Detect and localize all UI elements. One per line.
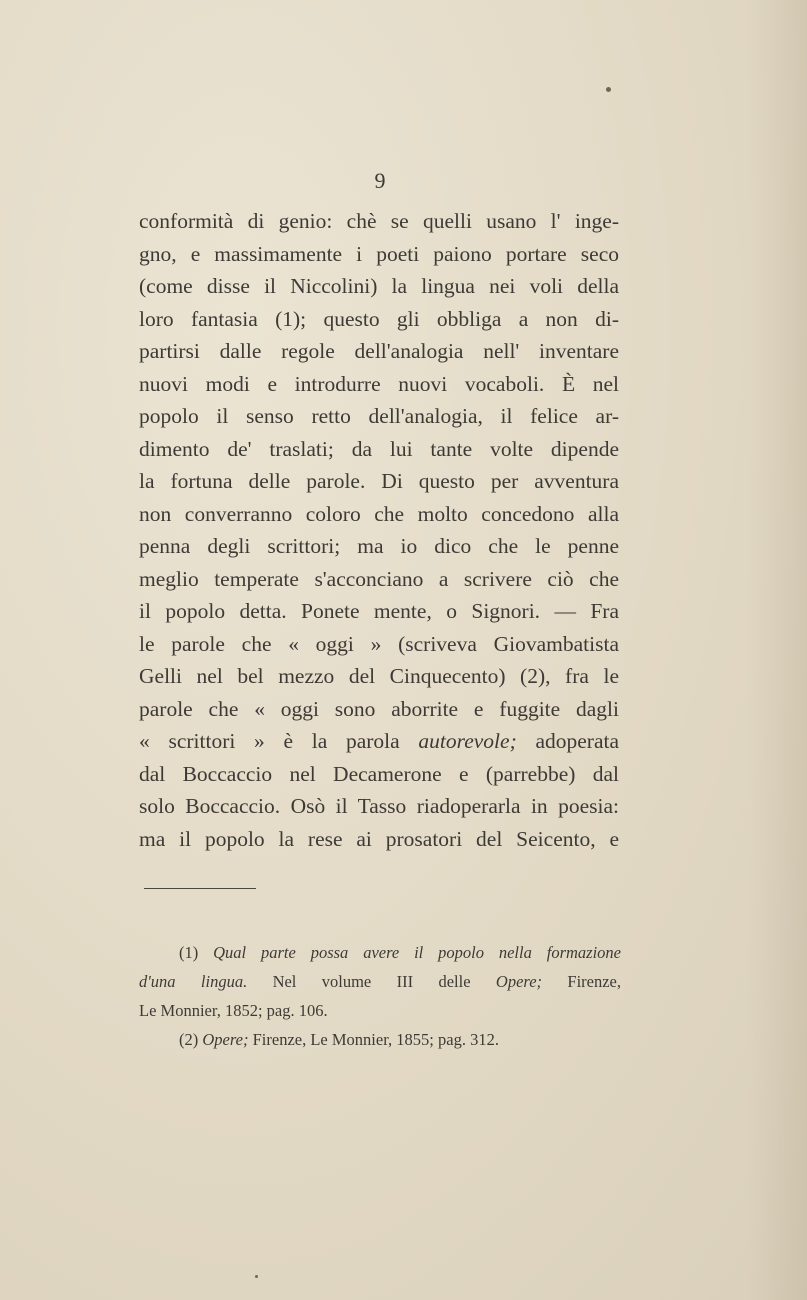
text-line: non converranno coloro che molto concedono alla [139, 501, 619, 526]
text-line: gno, e massimamente i poeti paiono portare seco [139, 241, 619, 266]
ink-speck [606, 87, 611, 92]
text-line: le parole che « oggi » (scriveva Giovambatista [139, 631, 619, 656]
text-line: ma il popolo la rese ai prosatori del Seicento, e [139, 826, 619, 851]
footnote-2-line [139, 1025, 621, 1054]
text-line: solo Boccaccio. Osò il Tasso riadoperarla in poesia: [139, 794, 619, 818]
text-line: il popolo detta. Ponete mente, o Signori. — Fra [139, 599, 619, 623]
text-line [139, 725, 619, 758]
text-line: conformità di genio: chè se quelli usano l' inge- [139, 209, 619, 233]
text-line: partirsi dalle regole dell'analogia nell' inventare [139, 339, 619, 363]
text-run: « scrittori » è la parola [139, 729, 419, 753]
footnote-marker: (2) [179, 1030, 203, 1049]
page-number: 9 [374, 168, 386, 193]
text-line: (come disse il Niccolini) la lingua nei voli della [139, 274, 619, 298]
text-line: popolo il senso retto dell'analogia, il felice ar- [139, 404, 619, 428]
footnote-title: d'una lingua. [139, 972, 248, 991]
text-run: Nel volume III delle [247, 972, 496, 991]
footnote-title: Qual parte possa avere il popolo nella formazione [213, 943, 621, 962]
page-edge-shadow [747, 0, 807, 1300]
body-text [139, 205, 619, 855]
footnote-marker: (1) [179, 943, 214, 962]
text-line: Gelli nel bel mezzo del Cinquecento) (2), fra le [139, 664, 619, 688]
text-run: adoperata [516, 729, 619, 753]
footnote-work: Opere; [495, 972, 543, 991]
italic-word: autorevole; [418, 729, 517, 753]
footnote-1-line: Le Monnier, 1852; pag. 106. [139, 1001, 328, 1020]
text-line: dal Boccaccio nel Decamerone e (parrebbe) dal [139, 761, 619, 786]
text-line: loro fantasia (1); questo gli obbliga a non di- [139, 306, 619, 331]
text-line: meglio temperate s'acconciano a scrivere ciò che [139, 566, 619, 591]
text-run: Firenze, [542, 972, 621, 991]
footnote-1-line [139, 938, 621, 967]
text-line: nuovi modi e introdurre nuovi vocaboli. È nel [139, 371, 619, 396]
text-run: Firenze, Le Monnier, 1855; pag. 312. [248, 1030, 499, 1049]
text-line: penna degli scrittori; ma io dico che le penne [139, 534, 619, 558]
footnote-work: Opere; [202, 1030, 249, 1049]
footnote-1-line [139, 967, 621, 996]
footnotes [139, 938, 621, 1054]
text-line: dimento de' traslati; da lui tante volte dipende [139, 436, 619, 461]
ink-speck [255, 1275, 258, 1278]
text-line: parole che « oggi sono aborrite e fuggite dagli [139, 696, 619, 721]
footnote-separator [144, 888, 256, 889]
text-line: la fortuna delle parole. Di questo per avventura [139, 469, 619, 493]
